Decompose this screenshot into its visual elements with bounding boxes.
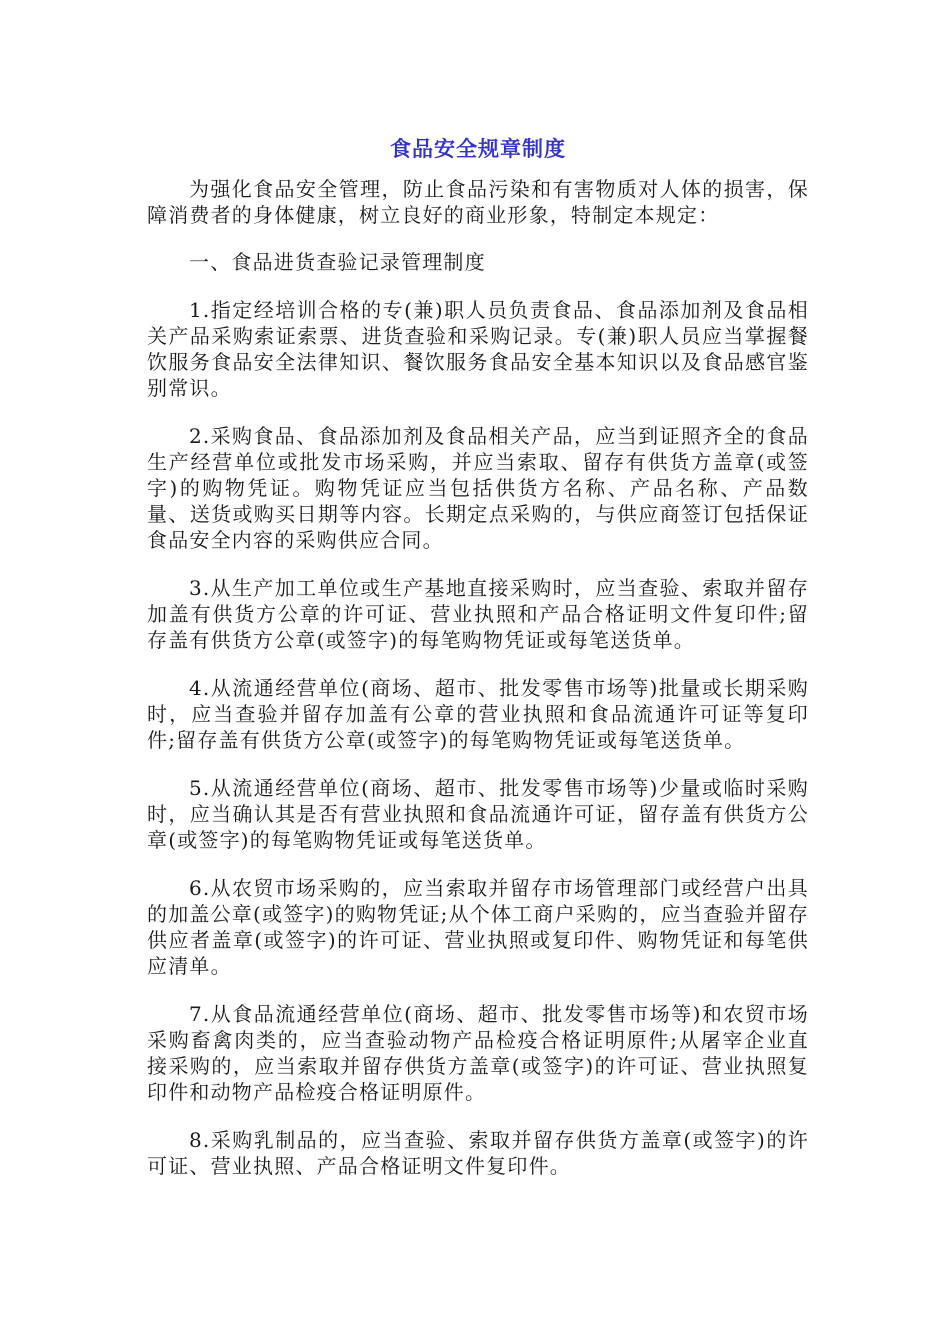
document-page — [147, 0, 809, 1179]
paragraph-item-5: 5.从流通经营单位(商场、超市、批发零售市场等)少量或临时采购时，应当确认其是否有营业执照和食品流通许可证，留存盖有供货方公章(或签字)的每笔购物凭证或每笔送货单。 — [147, 776, 809, 852]
paragraph-item-4: 4.从流通经营单位(商场、超市、批发零售市场等)批量或长期采购时，应当查验并留存加盖有公章的营业执照和食品流通许可证等复印件;留存盖有供货方公章(或签字)的每笔购物凭证或每笔送货单。 — [147, 676, 809, 752]
paragraph-item-6: 6.从农贸市场采购的，应当索取并留存市场管理部门或经营户出具的加盖公章(或签字)的购物凭证;从个体工商户采购的，应当查验并留存供应者盖章(或签字)的许可证、营业执照或复印件、购物凭证和每笔供应清单。 — [147, 876, 809, 978]
paragraph-item-3: 3.从生产加工单位或生产基地直接采购时，应当查验、索取并留存加盖有供货方公章的许可证、营业执照和产品合格证明文件复印件;留存盖有供货方公章(或签字)的每笔购物凭证或每笔送货单。 — [147, 576, 809, 652]
paragraph-item-2: 2.采购食品、食品添加剂及食品相关产品，应当到证照齐全的食品生产经营单位或批发市场采购，并应当索取、留存有供货方盖章(或签字)的购物凭证。购物凭证应当包括供货方名称、产品名称、产品数量、送货或购买日期等内容。长期定点采购的，与供应商签订包括保证食品安全内容的采购供应合同。 — [147, 424, 809, 552]
paragraph-item-7: 7.从食品流通经营单位(商场、超市、批发零售市场等)和农贸市场采购畜禽肉类的，应当查验动物产品检疫合格证明原件;从屠宰企业直接采购的，应当索取并留存供货方盖章(或签字)的许可证、营业执照复印件和动物产品检疫合格证明原件。 — [147, 1002, 809, 1104]
paragraph-item-1: 1.指定经培训合格的专(兼)职人员负责食品、食品添加剂及食品相关产品采购索证索票、进货查验和采购记录。专(兼)职人员应当掌握餐饮服务食品安全法律知识、餐饮服务食品安全基本知识以及食品感官鉴别常识。 — [147, 298, 809, 400]
section-heading: 一、食品进货查验记录管理制度 — [189, 250, 486, 274]
page-title: 食品安全规章制度 — [390, 137, 566, 161]
paragraph-item-8: 8.采购乳制品的，应当查验、索取并留存供货方盖章(或签字)的许可证、营业执照、产品合格证明文件复印件。 — [147, 1128, 809, 1178]
intro-paragraph: 为强化食品安全管理，防止食品污染和有害物质对人体的损害，保障消费者的身体健康，树立良好的商业形象，特制定本规定： — [147, 177, 809, 227]
